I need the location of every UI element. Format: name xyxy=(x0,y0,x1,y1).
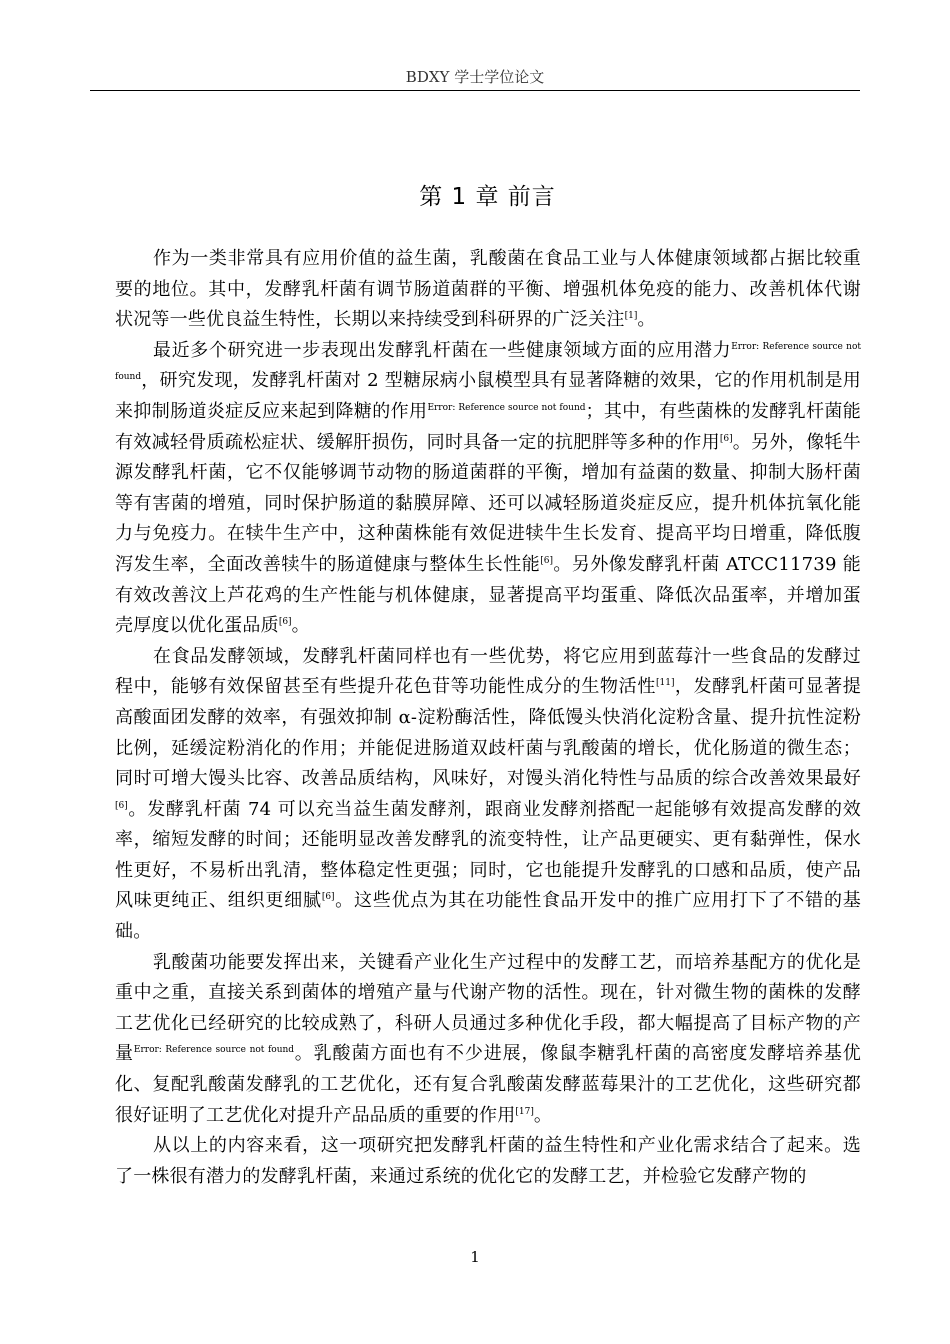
paragraph-text: 。乳酸菌方面也有不少进展，像鼠李糖乳杆菌的高密度发酵培养基优化、复配乳酸菌发酵乳的工艺优化，还有复合乳酸菌发酵蓝莓果汁的工艺优化，这些研究都很好证明了工艺优化对提升产品品质的重要的作用 xyxy=(115,1043,862,1126)
paragraph-text: ，研究发现，发酵乳杆菌对 2 型糖尿病小鼠模型具有显著降糖的效果，它的作用机制是用来抑制肠道炎症反应来起到降糖的作用 xyxy=(115,370,861,422)
citation-superscript: [6] xyxy=(278,617,292,628)
chapter-title: 第 1 章 前言 xyxy=(419,184,556,210)
citation-superscript: [17] xyxy=(515,1106,534,1117)
paragraph-text: ；其中，有些菌株的发酵乳杆菌能有效减轻骨质疏松症状、缓解肝损伤，同时具备一定的抗肥胖等多种的作用 xyxy=(115,400,862,453)
paragraph-5 xyxy=(115,1131,861,1192)
paragraph-text: 。发酵乳杆菌 74 可以充当益生菌发酵剂，跟商业发酵剂搭配一起能够有效提高发酵的效率，缩短发酵的时间；还能明显改善发酵乳的流变特性，让产品更硬实、更有黏弹性，保水性更好，不易析出乳清，整体稳定性更强；同时，它也能提升发酵乳的口感和品质，使产品风味更纯正、组织更细腻 xyxy=(115,798,861,912)
paragraph-3 xyxy=(115,642,861,948)
paragraph-text: ，发酵乳杆菌可显著提高酸面团发酵的效率，有强效抑制 α-淀粉酶活性，降低馒头快消化淀粉含量、提升抗性淀粉比例，延缓淀粉消化的作用；并能促进肠道双歧杆菌与乳酸菌的增长，优化肠道的微生态；同时可增大馒头比容、改善品质结构，风味好，对馒头消化特性与品质的综合改善效果最好 xyxy=(115,676,862,790)
paragraph-text: 从以上的内容来看，这一项研究把发酵乳杆菌的益生特性和产业化需求结合了起来。选了一株很有潜力的发酵乳杆菌，来通过系统的优化它的发酵工艺，并检验它发酵产物的 xyxy=(115,1135,861,1187)
paragraph-text: 。 xyxy=(291,615,310,637)
page-number: 1 xyxy=(470,1248,480,1266)
citation-superscript: Error: Reference source not found xyxy=(115,341,861,383)
paragraph-1 xyxy=(115,244,861,336)
paragraph-text: 最近多个研究进一步表现出发酵乳杆菌在一些健康领域方面的应用潜力 xyxy=(153,339,732,361)
paragraph-text: 。这些优点为其在功能性食品开发中的推广应用打下了不错的基础。 xyxy=(115,890,861,943)
body-text xyxy=(115,244,861,1192)
citation-superscript: [6] xyxy=(719,433,733,444)
paragraph-text: 。另外，像牦牛源发酵乳杆菌，它不仅能够调节动物的肠道菌群的平衡，增加有益菌的数量、抑制大肠杆菌等有害菌的增殖，同时保护肠道的黏膜屏障、还可以减轻肠道炎症反应，提升机体抗氧化能力与免疫力。在犊牛生产中，这种菌株能有效促进犊牛生长发育、提高平均日增重，降低腹泻发生率，全面改善犊牛的肠道健康与整体生长性能 xyxy=(115,431,861,575)
paragraph-2 xyxy=(115,336,861,642)
paragraph-text: 作为一类非常具有应用价值的益生菌，乳酸菌在食品工业与人体健康领域都占据比较重要的地位。其中，发酵乳杆菌有调节肠道菌群的平衡、增强机体免疫的能力、改善机体代谢状况等一些优良益生特性，长期以来持续受到科研界的广泛关注 xyxy=(115,248,861,331)
citation-superscript: [6] xyxy=(321,892,335,903)
paragraph-text: 在食品发酵领域，发酵乳杆菌同样也有一些优势，将它应用到蓝莓汁一些食品的发酵过程中，能够有效保留甚至有些提升花色苷等功能性成分的生物活性 xyxy=(115,645,861,698)
citation-superscript: Error: Reference source not found xyxy=(427,402,586,413)
citation-superscript: Error: Reference source not found xyxy=(133,1045,295,1056)
citation-superscript: [11] xyxy=(655,678,675,689)
citation-superscript: [6] xyxy=(540,555,554,566)
paragraph-text: 乳酸菌功能要发挥出来，关键看产业化生产过程中的发酵工艺，而培养基配方的优化是重中之重，直接关系到菌体的增殖产量与代谢产物的活性。现在，针对微生物的菌株的发酵工艺优化已经研究的比较成熟了，科研人员通过多种优化手段，都大幅提高了目标产物的产量 xyxy=(115,951,861,1065)
paragraph-4 xyxy=(115,948,861,1132)
header-rule xyxy=(90,90,860,91)
paragraph-text: 。 xyxy=(533,1104,553,1126)
citation-superscript: [6] xyxy=(115,800,128,811)
running-header: BDXY 学士学位论文 xyxy=(405,68,545,86)
citation-superscript: [1] xyxy=(624,311,638,322)
paragraph-text: 。 xyxy=(637,309,656,331)
paragraph-text: 。另外像发酵乳杆菌 ATCC11739 能有效改善汶上芦花鸡的生产性能与机体健康，显著提高平均蛋重、降低次品蛋率，并增加蛋壳厚度以优化蛋品质 xyxy=(115,553,862,637)
